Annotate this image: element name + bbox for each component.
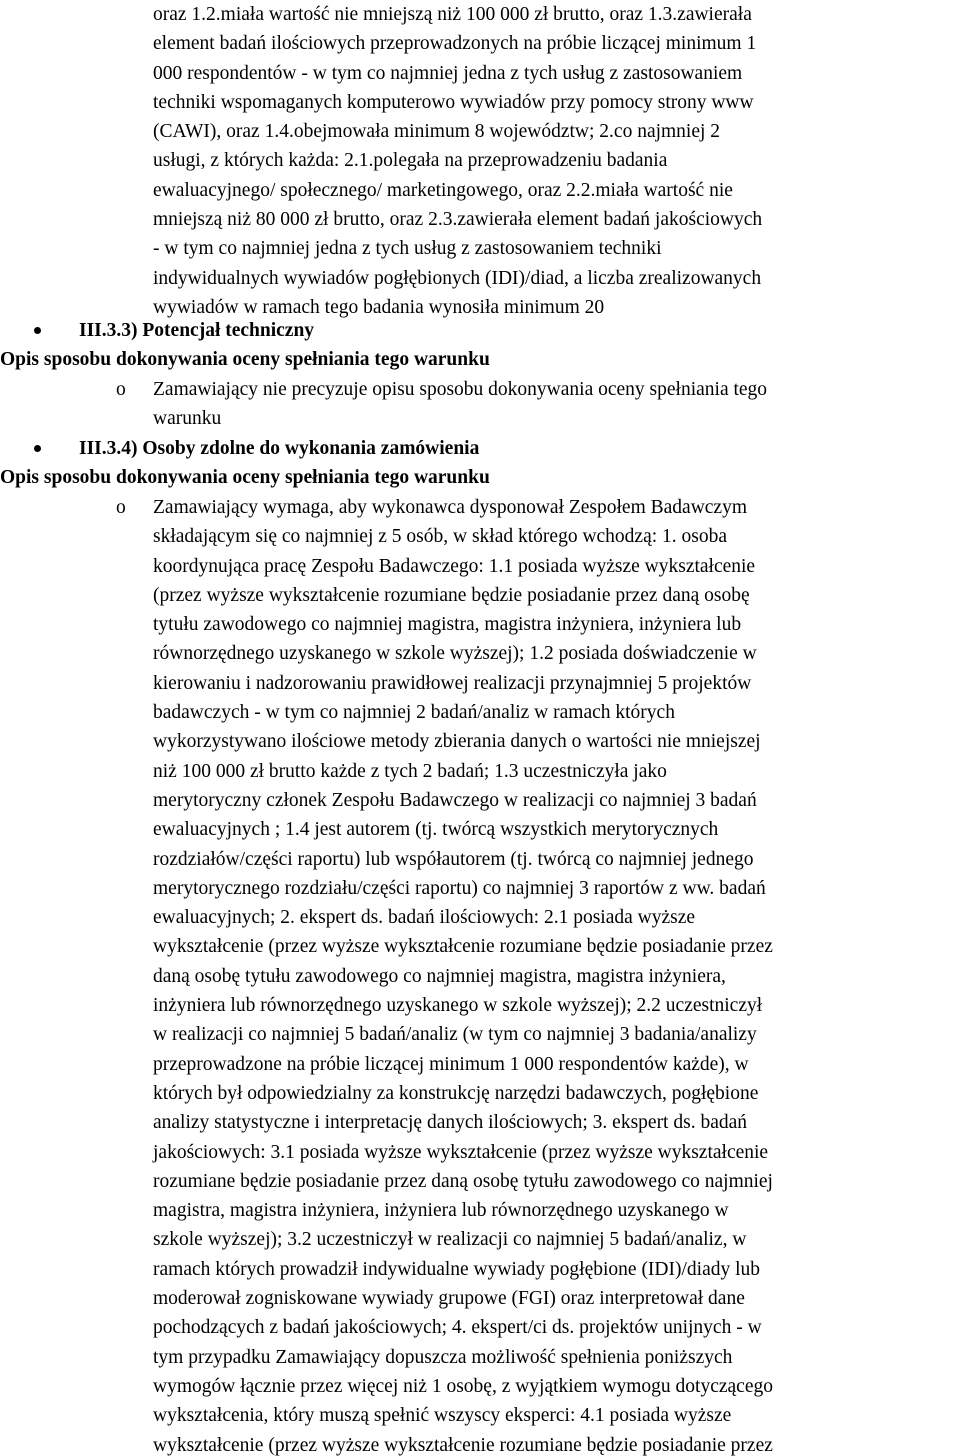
bullet-icon [34,445,41,452]
section-title: III.3.4) Osoby zdolne do wykonania zamówienia [79,438,480,459]
text-line: wykształcenie (przez wyższe wykształcenie rozumiane będzie posiadanie przez [153,936,773,958]
text-line: mniejszą niż 80 000 zł brutto, oraz 2.3.zawierała element badań jakościowych [153,209,763,231]
text-line: merytoryczny członek Zespołu Badawczego w realizacji co najmniej 3 badań [153,789,757,811]
text-line: których był odpowiedzialny za konstrukcję narzędzi badawczych, pogłębione [153,1082,759,1104]
text-line: oraz 1.2.miała wartość nie mniejszą niż 100 000 zł brutto, oraz 1.3.zawierała [153,4,752,25]
text-line: równorzędnego uzyskanego w szkole wyższej); 1.2 posiada doświadczenie w [153,643,757,665]
list-marker: o [116,379,126,400]
text-line: moderował zogniskowane wywiady grupowe (FGI) oraz interpretował dane [153,1288,745,1310]
section-paragraph [153,493,960,1456]
section-title-row [0,434,960,463]
text-line: analizy statystyczne i interpretację danych ilościowych; 3. ekspert ds. badań [153,1112,747,1134]
text-line: ramach których prowadził indywidualne wywiady pogłębione (IDI)/diady lub [153,1258,761,1280]
list-marker: o [116,497,126,518]
section-title-row [0,316,960,345]
text-line: (CAWI), oraz 1.4.obejmowała minimum 8 województw; 2.co najmniej 2 [153,121,721,143]
text-line: kierowaniu i nadzorowaniu prawidłowej realizacji przynajmniej 5 projektów [153,672,752,694]
text-line: jakościowych: 3.1 posiada wyższe wykształcenie (przez wyższe wykształcenie [153,1141,769,1163]
text-line: ewaluacyjnych ; 1.4 jest autorem (tj. twórcą wszystkich merytorycznych [153,819,719,841]
text-line: tym przypadku Zamawiający dopuszcza możliwość spełnienia poniższych [153,1346,733,1368]
text-line: (przez wyższe wykształcenie rozumiane będzie posiadanie przez daną osobę [153,584,750,606]
text-line: koordynująca pracę Zespołu Badawczego: 1.1 posiada wyższe wykształcenie [153,555,756,577]
text-line: niż 100 000 zł brutto każde z tych 2 badań; 1.3 uczestniczyła jako [153,760,667,782]
text-line: rozdziałów/części raportu) lub współautorem (tj. twórcą co najmniej jednego [153,848,754,870]
text-line: przeprowadzone na próbie liczącej minimum 1 000 respondentów każde), w [153,1053,749,1075]
text-line: warunku [153,408,222,430]
text-line: inżyniera lub równorzędnego uzyskanego w szkole wyższej); 2.2 uczestniczył [153,995,763,1017]
text-line: usługi, z których każda: 2.1.polegała na przeprowadzeniu badania [153,150,668,172]
section-paragraph [153,375,960,434]
bullet-icon [34,327,41,334]
text-line: ewaluacyjnych; 2. ekspert ds. badań ilościowych: 2.1 posiada wyższe [153,907,696,929]
text-line: wykorzystywano ilościowe metody zbierania danych o wartości nie mniejszej [153,731,761,753]
text-line: pochodzących z badań jakościowych; 4. ekspert/ci ds. projektów unijnych - w [153,1317,762,1339]
text-line: magistra, magistra inżyniera, inżyniera lub równorzędnego uzyskanego w [153,1200,729,1222]
text-line: Zamawiający wymaga, aby wykonawca dysponował Zespołem Badawczym [153,497,748,518]
text-line: w realizacji co najmniej 5 badań/analiz (w tym co najmniej 3 badania/analizy [153,1024,757,1046]
text-line: wywiadów w ramach tego badania wynosiła minimum 20 [153,296,605,318]
text-line: wykształcenia, który muszą spełnić wszyscy eksperci: 4.1 posiada wyższe [153,1405,732,1427]
text-line: Zamawiający nie precyzuje opisu sposobu dokonywania oceny spełniania tego [153,379,768,400]
text-line: wykształcenie (przez wyższe wykształcenie rozumiane będzie posiadanie przez [153,1434,773,1456]
text-line: element badań ilościowych przeprowadzonych na próbie liczącej minimum 1 [153,33,757,55]
text-line: tytułu zawodowego co najmniej magistra, magistra inżyniera, inżyniera lub [153,614,742,636]
section-heading: Opis sposobu dokonywania oceny spełniania tego warunku [0,349,490,370]
text-line: indywidualnych wywiadów pogłębionych (IDI)/diad, a liczba zrealizowanych [153,267,762,289]
text-line: badawczych - w tym co najmniej 2 badań/analiz w ramach których [153,702,675,724]
text-line: techniki wspomaganych komputerowo wywiadów przy pomocy strony www [153,91,754,113]
text-line: - w tym co najmniej jedna z tych usług z zastosowaniem techniki [153,238,662,260]
text-line: 000 respondentów - w tym co najmniej jedna z tych usług z zastosowaniem [153,62,743,84]
section-title: III.3.3) Potencjał techniczny [79,320,315,341]
intro-paragraph [153,0,960,322]
section-heading: Opis sposobu dokonywania oceny spełniania tego warunku [0,467,490,488]
text-line: rozumiane będzie posiadanie przez daną osobę tytułu zawodowego co najmniej [153,1170,773,1192]
text-line: ewaluacyjnego/ społecznego/ marketingowego, oraz 2.2.miała wartość nie [153,179,733,201]
text-line: daną osobę tytułu zawodowego co najmniej magistra, magistra inżyniera, [153,965,726,987]
text-line: szkole wyższej); 3.2 uczestniczył w realizacji co najmniej 5 badań/analiz, w [153,1229,747,1251]
text-line: merytorycznego rozdziału/części raportu) co najmniej 3 raportów z ww. badań [153,877,766,899]
text-line: wymogów łącznie przez więcej niż 1 osobę, z wyjątkiem wymogu dotyczącego [153,1375,773,1397]
text-line: składającym się co najmniej z 5 osób, w skład którego wchodzą: 1. osoba [153,526,728,548]
